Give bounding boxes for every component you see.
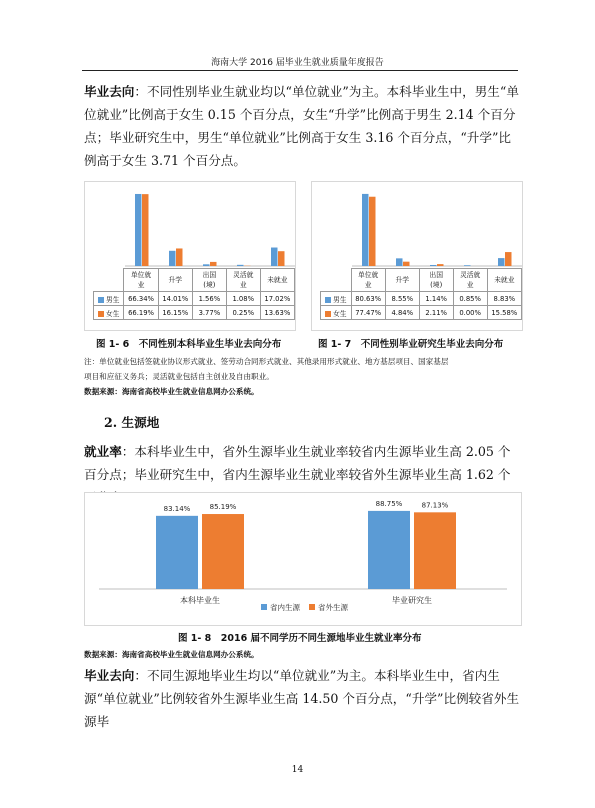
figure-caption-1-6: 图 1- 6 不同性别本科毕业生毕业去向分布 <box>96 339 282 350</box>
data-label: 1.14% <box>419 292 453 306</box>
data-label: 85.19% <box>209 503 237 512</box>
data-label: 17.02% <box>260 292 294 306</box>
data-label: 66.34% <box>124 292 158 306</box>
data-label: 1.56% <box>192 292 226 306</box>
figure-notes <box>84 354 449 399</box>
chart-undergrad-gender-table <box>93 268 295 320</box>
bar-out-province <box>202 514 244 589</box>
figure-caption-1-8: 图 1- 8 2016 届不同学历不同生源地毕业生就业率分布 <box>178 633 422 644</box>
legend-entry <box>321 306 352 320</box>
bar-female <box>176 248 183 266</box>
bar-male <box>396 258 403 266</box>
para-bold-lead: 就业率 <box>84 444 122 459</box>
data-label: 66.19% <box>124 306 158 320</box>
category-label: 灵活就 业 <box>226 269 260 292</box>
bar-male <box>362 194 369 266</box>
bar-out-province <box>414 512 456 589</box>
category-label: 升学 <box>385 269 419 292</box>
paragraph-origin-destination <box>84 664 520 733</box>
bar-female <box>142 194 149 266</box>
bar-male <box>237 265 244 266</box>
data-label: 13.63% <box>260 306 294 320</box>
data-label: 1.08% <box>226 292 260 306</box>
category-label: 未就业 <box>260 269 294 292</box>
bar-female <box>505 252 512 266</box>
data-label: 0.25% <box>226 306 260 320</box>
data-label: 88.75% <box>375 499 403 508</box>
legend-label: 女生 <box>105 309 120 318</box>
legend-swatch <box>309 604 315 610</box>
legend-label: 男生 <box>332 295 347 304</box>
bar-female <box>403 262 410 266</box>
table-corner <box>321 269 352 292</box>
data-source-note: 数据来源：海南省高校毕业生就业信息网办公系统。 <box>84 387 259 396</box>
category-label: 出国 (境) <box>192 269 226 292</box>
para-bold-lead: 毕业去向 <box>84 668 135 683</box>
para-body: ：本科毕业生中，省外生源毕业生就业率较省内生源毕业生高 2.05 个百分点；毕业研究生中，省内生源毕业生就业率较省外生源毕业生高 1.62 个 <box>84 444 511 482</box>
legend-label: 省内生源 <box>270 603 300 612</box>
chart-grad-gender-plot <box>312 182 522 268</box>
legend-swatch <box>325 311 331 317</box>
data-label: 0.85% <box>453 292 487 306</box>
category-label: 灵活就 业 <box>453 269 487 292</box>
bar-female <box>369 197 376 266</box>
data-label: 16.15% <box>158 306 192 320</box>
header-rule <box>82 70 518 71</box>
data-label: 4.84% <box>385 306 419 320</box>
para-bold-lead: 毕业去向 <box>84 84 135 99</box>
note-line: 项目和应征义务兵；灵活就业包括自主创业及自由职业。 <box>84 372 274 381</box>
note-line: 注：单位就业包括签就业协议形式就业、签劳动合同形式就业、其他录用形式就业、地方基层项目、国家基层 <box>84 357 449 366</box>
chart-origin-employment-rate <box>84 492 522 626</box>
chart-undergrad-gender-plot <box>85 182 295 268</box>
data-label: 83.14% <box>163 504 191 513</box>
legend-label: 男生 <box>105 295 120 304</box>
paragraph-gender-destination <box>84 80 520 172</box>
figure-caption-1-7: 图 1- 7 不同性别毕业研究生毕业去向分布 <box>318 339 504 350</box>
data-label: 14.01% <box>158 292 192 306</box>
data-label: 3.77% <box>192 306 226 320</box>
category-label: 出国 (境) <box>419 269 453 292</box>
bar-female <box>210 262 217 266</box>
data-label: 15.58% <box>487 306 521 320</box>
legend-label: 女生 <box>332 309 347 318</box>
category-label: 本科毕业生 <box>180 596 220 605</box>
bar-male <box>464 265 471 266</box>
data-label: 8.55% <box>385 292 419 306</box>
data-label: 2.11% <box>419 306 453 320</box>
legend-entry <box>94 292 124 306</box>
legend-swatch <box>98 311 104 317</box>
bar-in-province <box>368 511 410 589</box>
legend-entry <box>321 292 352 306</box>
legend-entry <box>94 306 124 320</box>
bar-male <box>203 264 210 266</box>
section-heading: 2. 生源地 <box>104 415 160 430</box>
bar-male <box>271 248 278 266</box>
legend-swatch <box>261 604 267 610</box>
category-label: 未就业 <box>487 269 521 292</box>
data-label: 77.47% <box>351 306 385 320</box>
bar-female <box>437 264 444 266</box>
table-corner <box>94 269 124 292</box>
chart-undergrad-gender <box>84 181 296 331</box>
chart-grad-gender-table <box>320 268 522 320</box>
bar-male <box>169 251 176 266</box>
category-label: 单位就 业 <box>124 269 158 292</box>
legend-swatch <box>98 297 104 303</box>
data-label: 0.00% <box>453 306 487 320</box>
data-label: 87.13% <box>421 501 449 510</box>
category-label: 单位就 业 <box>351 269 385 292</box>
chart-grad-gender <box>311 181 523 331</box>
category-label: 升学 <box>158 269 192 292</box>
bar-male <box>430 265 437 266</box>
para-body: ：不同性别毕业生就业均以“单位就业”为主。本科毕业生中，男生“单位就业”比例高于女生 0.15 个百分点，女生“升学”比例高于男生 2.14 个百分点；毕业研究生中，男生“单位就业”比例高于女生 3.16 个百分点，“升学”比例高于女生 3.71 个百分点。 <box>84 84 519 168</box>
running-header: 海南大学 2016 届毕业生就业质量年度报告 <box>211 58 384 68</box>
legend-swatch <box>325 297 331 303</box>
bar-male <box>498 258 505 266</box>
page-number: 14 <box>291 765 304 775</box>
data-source-note: 数据来源：海南省高校毕业生就业信息网办公系统。 <box>84 650 259 659</box>
category-label: 毕业研究生 <box>392 596 432 605</box>
legend-label: 省外生源 <box>318 603 348 612</box>
bar-in-province <box>156 516 198 589</box>
bar-female <box>278 251 285 266</box>
data-label: 8.83% <box>487 292 521 306</box>
data-label: 80.63% <box>351 292 385 306</box>
para-body: ：不同生源地毕业生均以“单位就业”为主。本科毕业生中，省内生源“单位就业”比例较省外生源毕业生高 14.50 个百分点，“升学”比例较省外生源毕 <box>84 668 520 729</box>
chart-origin-employment-rate-plot <box>85 493 521 625</box>
bar-male <box>135 194 142 266</box>
